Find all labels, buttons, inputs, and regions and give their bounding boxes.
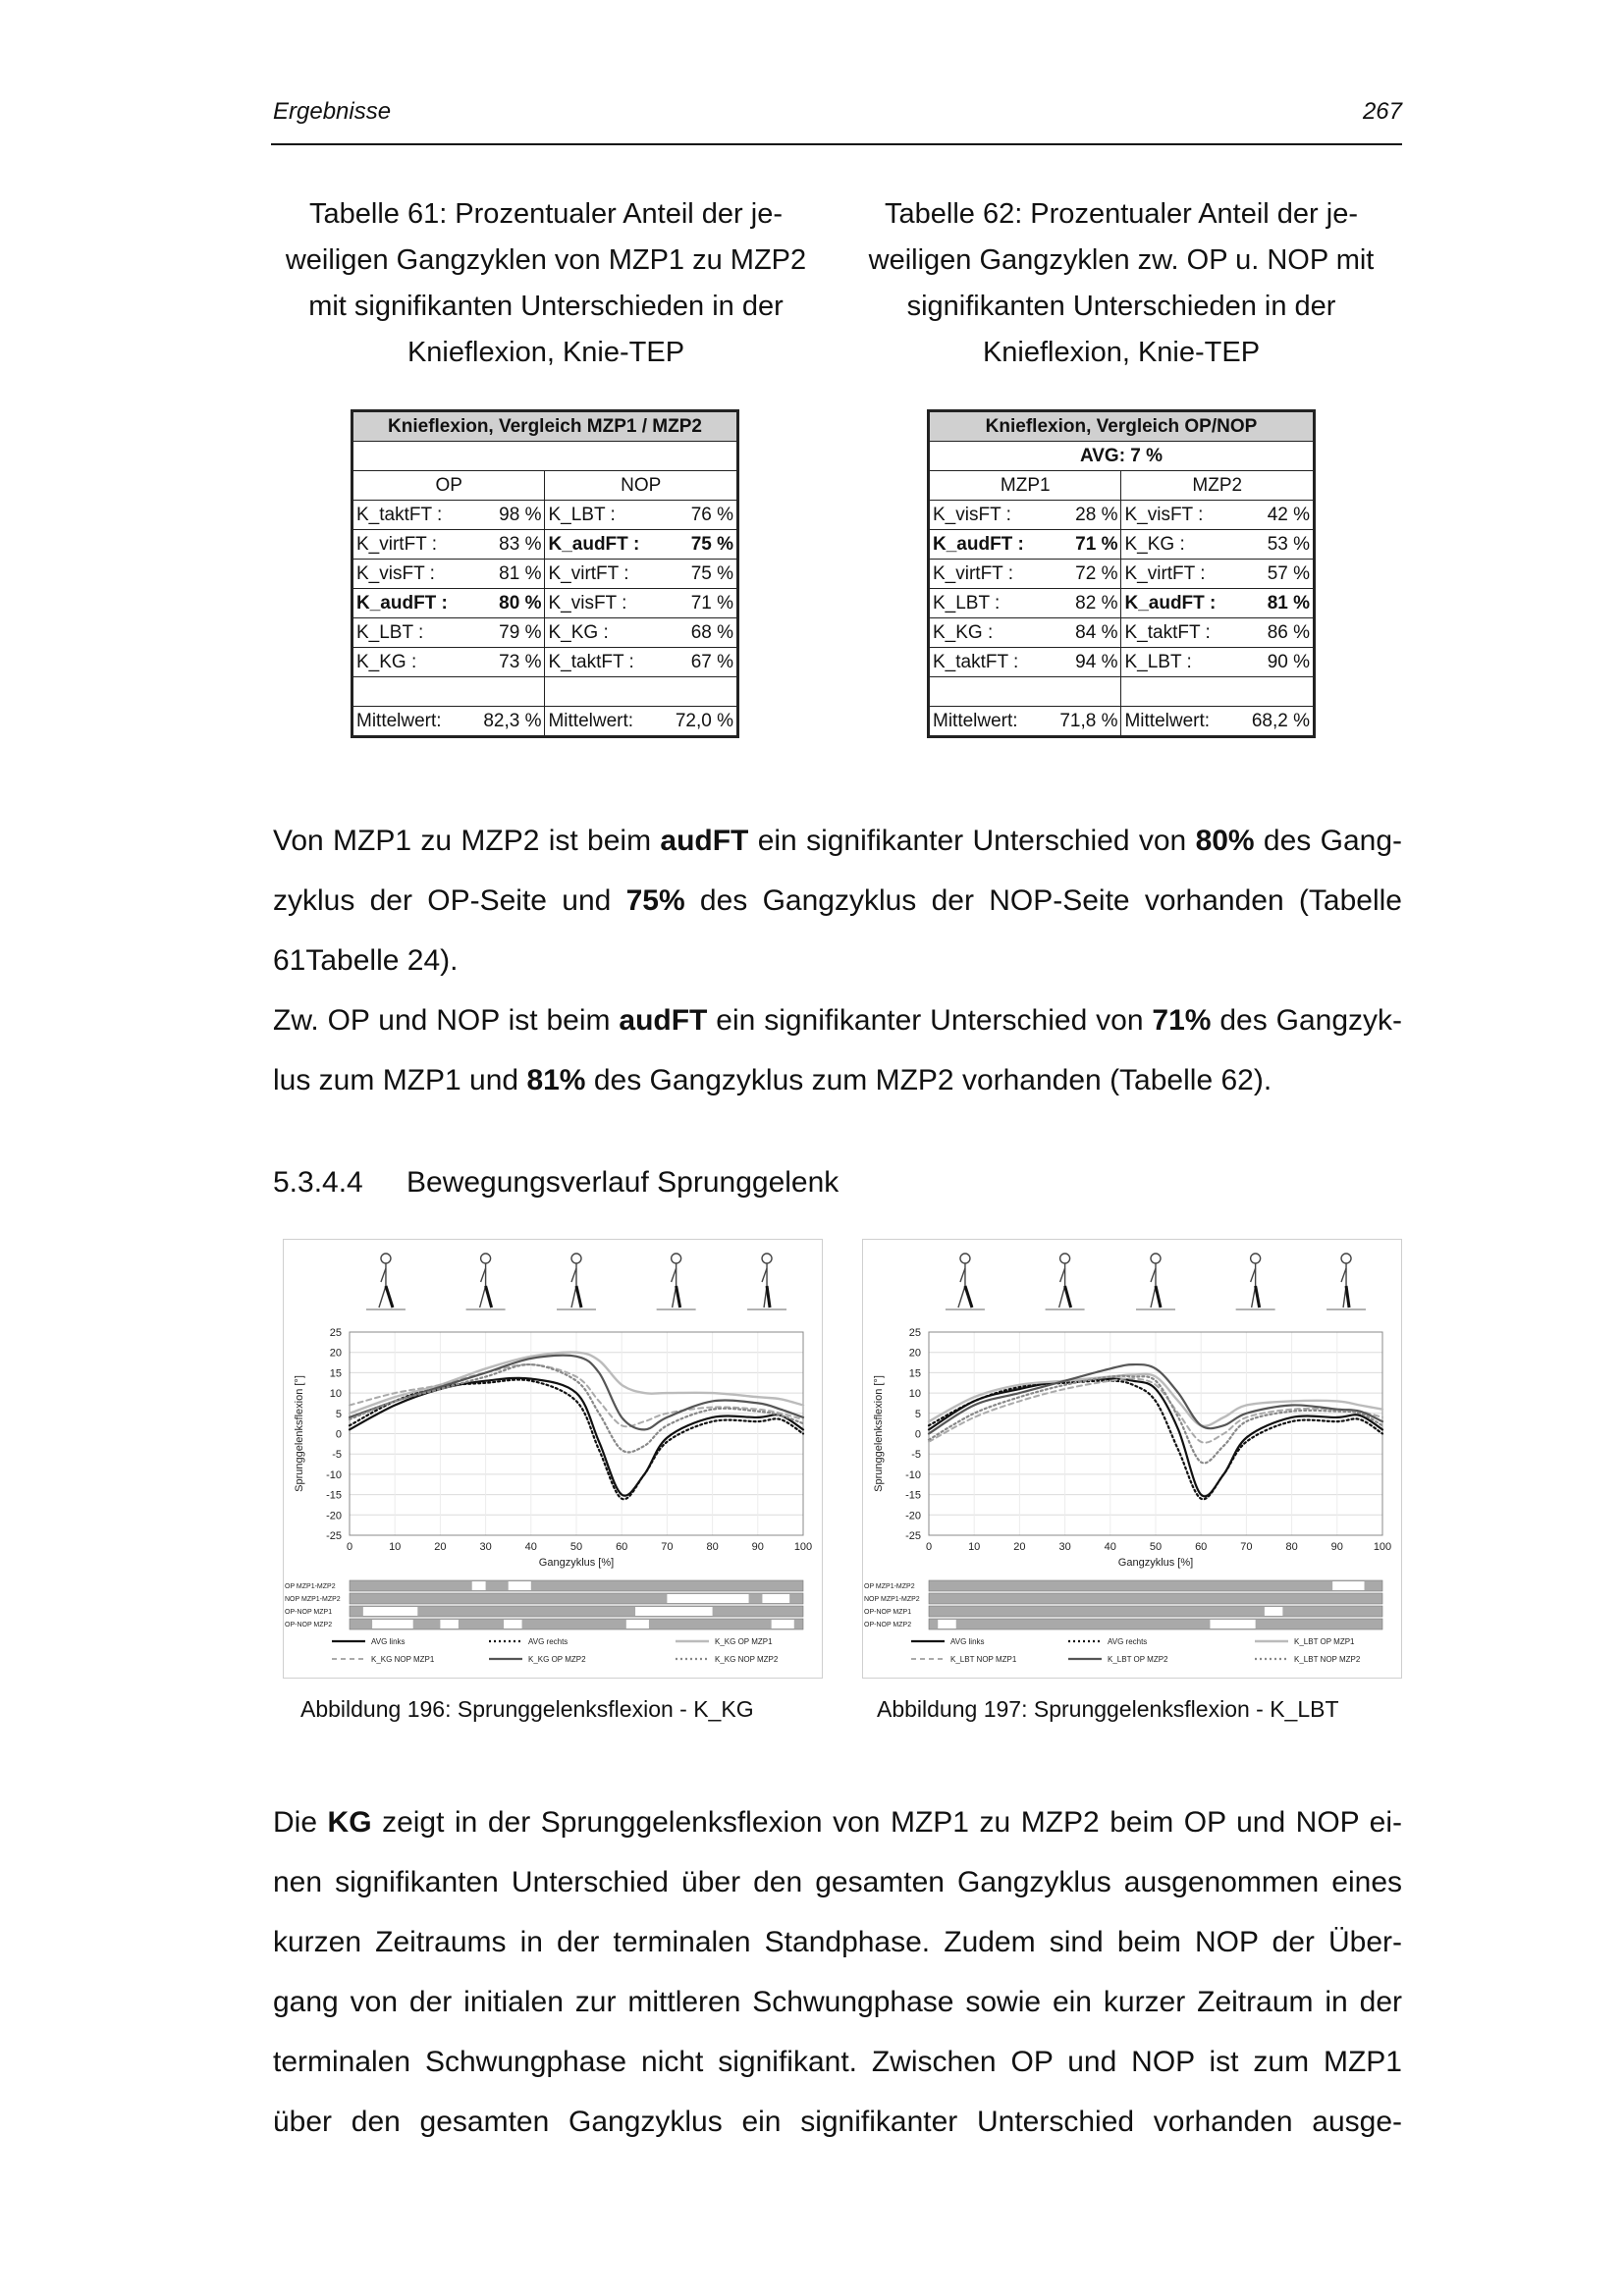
x-tick-label: 100 xyxy=(793,1541,813,1553)
table-row: K_LBT : 82 % K_audFT : 81 % xyxy=(929,589,1315,618)
chart-k-kg xyxy=(283,1239,823,1679)
x-tick-label: 30 xyxy=(479,1541,492,1553)
table-title: Knieflexion, Vergleich OP/NOP xyxy=(929,411,1315,442)
table-row: K_KG : 73 % K_taktFT : 67 % xyxy=(352,648,738,677)
x-tick-label: 20 xyxy=(434,1541,447,1553)
y-axis-label: Sprunggelenksflexion [°] xyxy=(294,1375,305,1492)
column-header-op: OP xyxy=(352,471,545,501)
table61-caption: Tabelle 61: Prozentualer Anteil der je- weiligen Gangzyklen von MZP1 zu MZP2 mit signifikanten Unterschieden in der Knieflexion, Knie-TEP xyxy=(285,198,807,368)
table62-caption: Tabelle 62: Prozentualer Anteil der je- weiligen Gangzyklen zw. OP u. NOP mit signifikanten Unterschieden in der Knieflexion, Knie-TEP xyxy=(868,198,1375,368)
table-row: K_virtFT : 72 % K_virtFT : 57 % xyxy=(929,560,1315,589)
table-row: K_audFT : 71 % K_KG : 53 % xyxy=(929,530,1315,560)
significance-bar xyxy=(929,1593,1382,1604)
y-tick-label: 0 xyxy=(335,1428,342,1441)
y-tick-label: 25 xyxy=(908,1327,921,1339)
figure196-caption: Abbildung 196: Sprunggelenksflexion - K_KG xyxy=(300,1696,754,1722)
section-heading: 5.3.4.4 Bewegungsverlauf Sprunggelenk xyxy=(273,1166,839,1199)
legend-label: K_LBT OP MZP1 xyxy=(1294,1637,1355,1646)
table-avg: AVG: 7 % xyxy=(929,442,1315,471)
chart-k-lbt xyxy=(862,1239,1402,1679)
significance-row-label: OP MZP1-MZP2 xyxy=(864,1583,915,1590)
x-tick-label: 70 xyxy=(661,1541,674,1553)
y-tick-label: -25 xyxy=(905,1530,921,1542)
body-paragraph-2: Zw. OP und NOP ist beim audFT ein signifikanter Unterschied von 71% des Gangzyk- lus zum MZP1 und 81% des Gangzyklus zum MZP2 vorhanden (Tabelle 62). xyxy=(273,1004,1403,1096)
significance-gap xyxy=(372,1620,413,1629)
significance-gap xyxy=(1332,1581,1364,1590)
y-tick-label: 15 xyxy=(908,1367,921,1380)
significance-gap xyxy=(1210,1620,1255,1629)
x-tick-label: 60 xyxy=(1195,1541,1208,1553)
header-rule xyxy=(271,143,1402,145)
y-tick-label: 5 xyxy=(914,1408,921,1420)
column-header-mzp2: MZP2 xyxy=(1121,471,1315,501)
x-tick-label: 100 xyxy=(1373,1541,1392,1553)
significance-row-label: OP-NOP MZP2 xyxy=(285,1622,333,1629)
y-tick-label: 15 xyxy=(329,1367,342,1380)
y-tick-label: -25 xyxy=(326,1530,342,1542)
x-tick-label: 40 xyxy=(524,1541,537,1553)
table-row: K_virtFT : 83 % K_audFT : 75 % xyxy=(352,530,738,560)
y-tick-label: 20 xyxy=(908,1347,921,1360)
figure-197 xyxy=(862,1239,1402,1679)
x-tick-label: 30 xyxy=(1058,1541,1071,1553)
y-tick-label: 25 xyxy=(329,1327,342,1339)
significance-gap xyxy=(509,1581,531,1590)
significance-gap xyxy=(772,1620,794,1629)
table62 xyxy=(927,409,1316,738)
legend-label: K_KG NOP MZP2 xyxy=(715,1655,779,1664)
legend-label: K_LBT NOP MZP2 xyxy=(1294,1655,1361,1664)
significance-gap xyxy=(363,1607,417,1616)
y-tick-label: -5 xyxy=(911,1449,921,1462)
table-row: K_taktFT : 94 % K_LBT : 90 % xyxy=(929,648,1315,677)
x-tick-label: 20 xyxy=(1013,1541,1026,1553)
legend-label: AVG rechts xyxy=(1108,1637,1148,1646)
significance-gap xyxy=(1265,1607,1282,1616)
significance-bar xyxy=(350,1580,803,1591)
table61 xyxy=(351,409,739,738)
significance-row-label: OP-NOP MZP1 xyxy=(864,1609,912,1616)
page-number: 267 xyxy=(1362,98,1402,125)
y-tick-label: -15 xyxy=(905,1489,921,1502)
table-row: K_KG : 84 % K_taktFT : 86 % xyxy=(929,618,1315,648)
x-tick-label: 10 xyxy=(968,1541,981,1553)
significance-gap xyxy=(472,1581,486,1590)
significance-bar xyxy=(929,1619,1382,1629)
table-empty-row xyxy=(352,442,738,471)
y-tick-label: -15 xyxy=(326,1489,342,1502)
significance-row-label: NOP MZP1-MZP2 xyxy=(864,1596,920,1603)
significance-bar xyxy=(350,1619,803,1629)
table-row: K_taktFT : 98 % K_LBT : 76 % xyxy=(352,501,738,530)
legend-label: K_LBT NOP MZP1 xyxy=(950,1655,1017,1664)
y-axis-label: Sprunggelenksflexion [°] xyxy=(873,1375,885,1492)
legend-label: AVG rechts xyxy=(528,1637,568,1646)
table-row: K_visFT : 28 % K_visFT : 42 % xyxy=(929,501,1315,530)
table-title: Knieflexion, Vergleich MZP1 / MZP2 xyxy=(352,411,738,442)
legend-label: AVG links xyxy=(371,1637,406,1646)
x-tick-label: 80 xyxy=(706,1541,719,1553)
x-axis-label: Gangzyklus [%] xyxy=(538,1557,615,1569)
legend-label: K_KG OP MZP2 xyxy=(528,1655,586,1664)
x-tick-label: 0 xyxy=(346,1541,353,1553)
x-axis-label: Gangzyklus [%] xyxy=(1117,1557,1194,1569)
significance-bar xyxy=(929,1606,1382,1617)
significance-row-label: OP-NOP MZP1 xyxy=(285,1609,333,1616)
body-paragraph-3: Die KG zeigt in der Sprunggelenksflexion von MZP1 zu MZP2 beim OP und NOP ei- nen signifikanten Unterschied über den gesamten Gangzyklus ausgenommen eines kurzen Zeitraums in der terminalen Standphase. Zudem sind beim NOP der Über- gang von der initialen zur mittleren Schwungphase sowie ein kurzer Zeitraum in der terminalen Schwungphase nicht signifikant. Zwischen OP und NOP ist zum MZP1 über den gesamten Gangzyklus ein signifikanter Unterschied vorhanden ausge- xyxy=(273,1806,1402,2138)
x-tick-label: 70 xyxy=(1240,1541,1253,1553)
significance-gap xyxy=(667,1594,748,1603)
y-tick-label: 10 xyxy=(329,1388,342,1401)
x-tick-label: 50 xyxy=(1149,1541,1163,1553)
running-header-section: Ergebnisse xyxy=(273,98,392,125)
table-row: K_LBT : 79 % K_KG : 68 % xyxy=(352,618,738,648)
y-tick-label: -10 xyxy=(326,1468,342,1481)
figure-196 xyxy=(283,1239,823,1679)
x-tick-label: 90 xyxy=(1330,1541,1343,1553)
y-tick-label: -5 xyxy=(332,1449,342,1462)
significance-gap xyxy=(635,1607,713,1616)
figure197-caption: Abbildung 197: Sprunggelenksflexion - K_LBT xyxy=(877,1696,1339,1722)
body-paragraph-1: Von MZP1 zu MZP2 ist beim audFT ein signifikanter Unterschied von 80% des Gang- zyklus der OP-Seite und 75% des Gangzyklus der NOP-Seite vorhanden (Tabelle 61Tabelle 24). xyxy=(273,825,1403,977)
x-tick-label: 40 xyxy=(1104,1541,1116,1553)
significance-gap xyxy=(626,1620,649,1629)
y-tick-label: -20 xyxy=(326,1510,342,1522)
y-tick-label: -20 xyxy=(905,1510,921,1522)
legend-label: K_LBT OP MZP2 xyxy=(1108,1655,1168,1664)
y-tick-label: 10 xyxy=(908,1388,921,1401)
x-tick-label: 80 xyxy=(1285,1541,1298,1553)
y-tick-label: 0 xyxy=(914,1428,921,1441)
y-tick-label: 5 xyxy=(335,1408,342,1420)
significance-gap xyxy=(938,1620,955,1629)
x-tick-label: 0 xyxy=(925,1541,933,1553)
y-tick-label: 20 xyxy=(329,1347,342,1360)
significance-gap xyxy=(440,1620,458,1629)
table-mean-row: Mittelwert: 82,3 % Mittelwert: 72,0 % xyxy=(352,707,738,737)
significance-gap xyxy=(762,1594,789,1603)
significance-bar xyxy=(929,1580,1382,1591)
significance-row-label: NOP MZP1-MZP2 xyxy=(285,1596,341,1603)
significance-row-label: OP MZP1-MZP2 xyxy=(285,1583,336,1590)
significance-gap xyxy=(504,1620,521,1629)
table-row: K_audFT : 80 % K_visFT : 71 % xyxy=(352,589,738,618)
y-tick-label: -10 xyxy=(905,1468,921,1481)
legend-label: AVG links xyxy=(950,1637,985,1646)
legend-label: K_KG NOP MZP1 xyxy=(371,1655,435,1664)
table-mean-row: Mittelwert: 71,8 % Mittelwert: 68,2 % xyxy=(929,707,1315,737)
x-tick-label: 50 xyxy=(569,1541,583,1553)
x-tick-label: 90 xyxy=(751,1541,764,1553)
column-header-nop: NOP xyxy=(545,471,738,501)
significance-row-label: OP-NOP MZP2 xyxy=(864,1622,912,1629)
column-header-mzp1: MZP1 xyxy=(929,471,1121,501)
x-tick-label: 60 xyxy=(616,1541,628,1553)
legend-label: K_KG OP MZP1 xyxy=(715,1637,773,1646)
table-row: K_visFT : 81 % K_virtFT : 75 % xyxy=(352,560,738,589)
x-tick-label: 10 xyxy=(389,1541,402,1553)
